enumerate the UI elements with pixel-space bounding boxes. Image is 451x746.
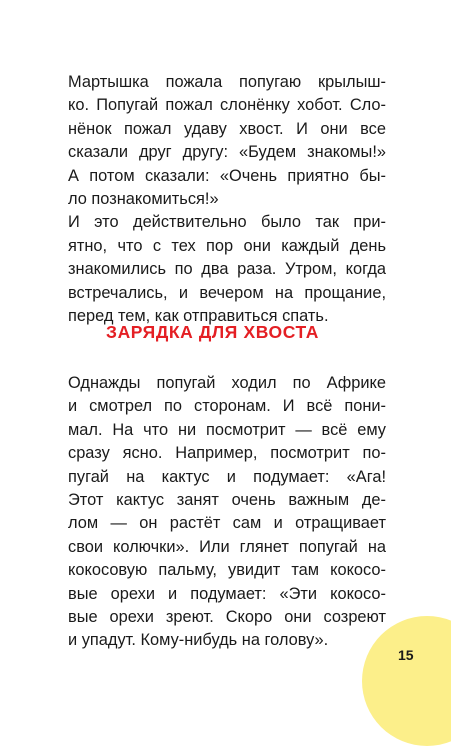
paragraph-3-line: Этот кактус занят очень важным де- [68,490,386,509]
chapter-heading: ЗАРЯДКА ДЛЯ ХВОСТА [106,322,319,342]
paragraph-3-line: кокосовую пальму, увидит там кокосо- [68,561,386,580]
paragraph-1-line: Мартышка пожала попугаю крылыш- [68,73,386,91]
paragraph-3-line: вые орехи зреют. Скоро они созреют [68,607,386,626]
story-text-bottom [68,372,386,653]
story-text-top [68,71,386,328]
paragraph-3-line: пугай на кактус и подумает: «Ага! [68,467,386,486]
paragraph-3-line: и упадут. Кому-нибудь на голову». [68,631,329,650]
paragraph-2-line: встречались, и вечером на прощание, [68,283,386,302]
page-number: 15 [398,647,414,663]
paragraph-3-line: Однажды попугай ходил по Африке [68,374,386,392]
paragraph-3-line: мал. На что ни посмотрит — всё ему [68,420,386,439]
paragraph-2-line: перед тем, как отправиться спать. [68,306,329,325]
paragraph-2-line: И это действительно было так при- [68,213,386,232]
paragraph-3-line: сразу ясно. Например, посмотрит по- [68,444,386,463]
paragraph-1-line: А потом сказали: «Очень приятно бы- [68,166,386,185]
paragraph-1-line: нёнок пожал удаву хвост. И они все [68,119,386,138]
paragraph-1-line: ло познакомиться!» [68,189,219,208]
paragraph-1-line: ко. Попугай пожал слонёнку хобот. Сло- [68,96,386,115]
paragraph-3-line: свои колючки». Или глянет попугай на [68,537,386,556]
paragraph-1-line: сказали друг другу: «Будем знакомы!» [68,143,386,162]
paragraph-3-line: и смотрел по сторонам. И всё пони- [68,397,386,416]
paragraph-2-line: знакомились по два раза. Утром, когда [68,260,386,279]
paragraph-3-line: лом — он растёт сам и отращивает [68,514,386,533]
paragraph-2-line: ятно, что с тех пор они каждый день [68,236,386,255]
paragraph-3-line: вые орехи и подумает: «Эти кокосо- [68,584,386,603]
